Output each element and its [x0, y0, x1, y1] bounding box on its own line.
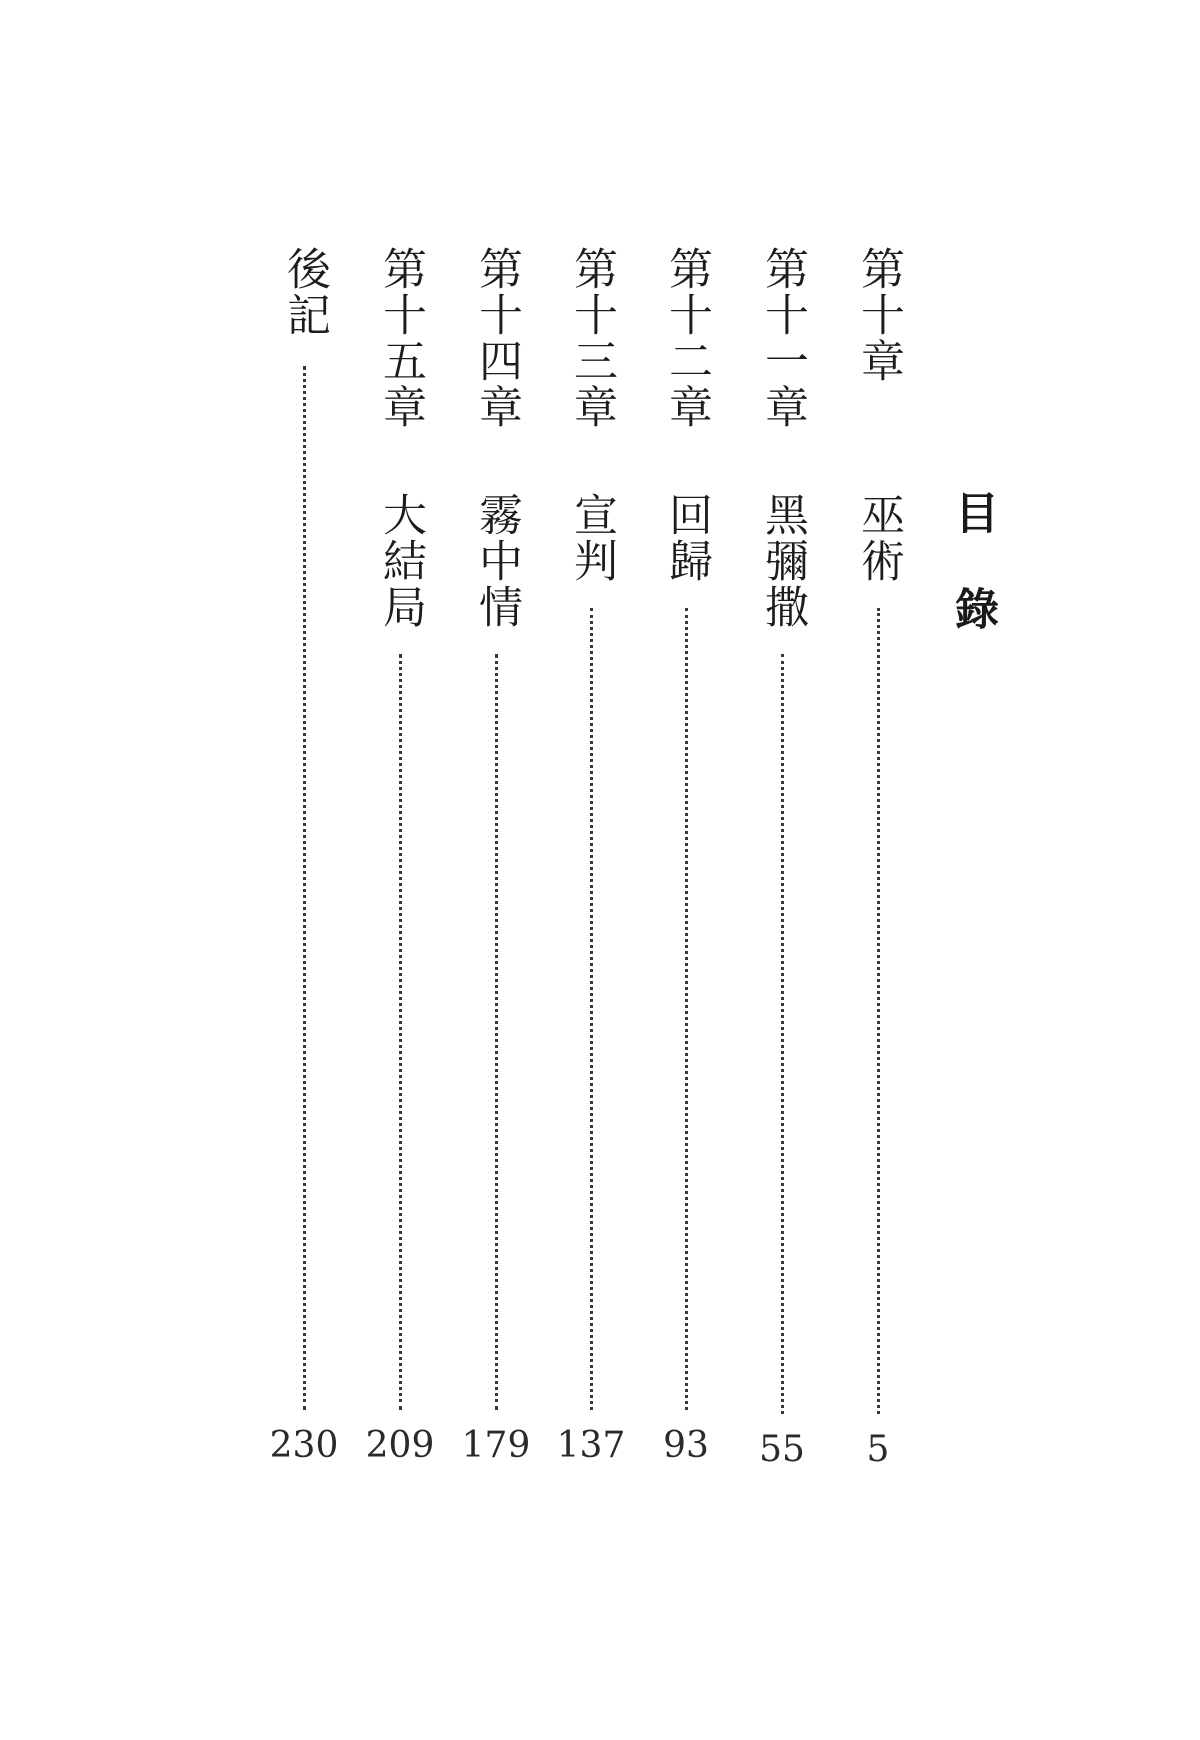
toc-entry [365, 246, 435, 1468]
chapter-title: 黑彌撒 [757, 492, 808, 630]
chapter-number: 第十四章 [471, 246, 522, 430]
chapter-number: 第十章 [853, 246, 904, 384]
page-number: 209 [365, 1425, 435, 1466]
page-number: 55 [759, 1429, 805, 1470]
page-number: 230 [269, 1425, 339, 1466]
page-number: 137 [556, 1425, 626, 1466]
dot-leader [877, 608, 880, 1414]
chapter-number: 第十三章 [566, 246, 617, 430]
toc-entry [556, 246, 626, 1468]
dot-leader [685, 608, 688, 1410]
chapter-title: 回歸 [661, 492, 712, 584]
chapter-number: 第十五章 [375, 246, 426, 430]
chapter-title: 巫術 [853, 492, 904, 584]
toc-entry [461, 246, 531, 1468]
toc-title: 目錄 [947, 490, 998, 682]
page-number: 93 [663, 1425, 709, 1466]
toc-entry [848, 246, 908, 1472]
dot-leader [399, 654, 402, 1410]
chapter-number: 第十一章 [757, 246, 808, 430]
chapter-number: 後記 [279, 246, 330, 338]
chapter-title: 大結局 [375, 492, 426, 630]
dot-leader [495, 654, 498, 1410]
dot-leader [303, 366, 306, 1410]
toc-entry [269, 246, 339, 1468]
chapter-title: 霧中情 [471, 492, 522, 630]
dot-leader [781, 654, 784, 1414]
chapter-number: 第十二章 [661, 246, 712, 430]
dot-leader [590, 608, 593, 1410]
chapter-title: 宣判 [566, 492, 617, 584]
page-number: 5 [866, 1429, 890, 1470]
toc-entry [656, 246, 716, 1468]
page-number: 179 [461, 1425, 531, 1466]
toc-entry [752, 246, 812, 1472]
